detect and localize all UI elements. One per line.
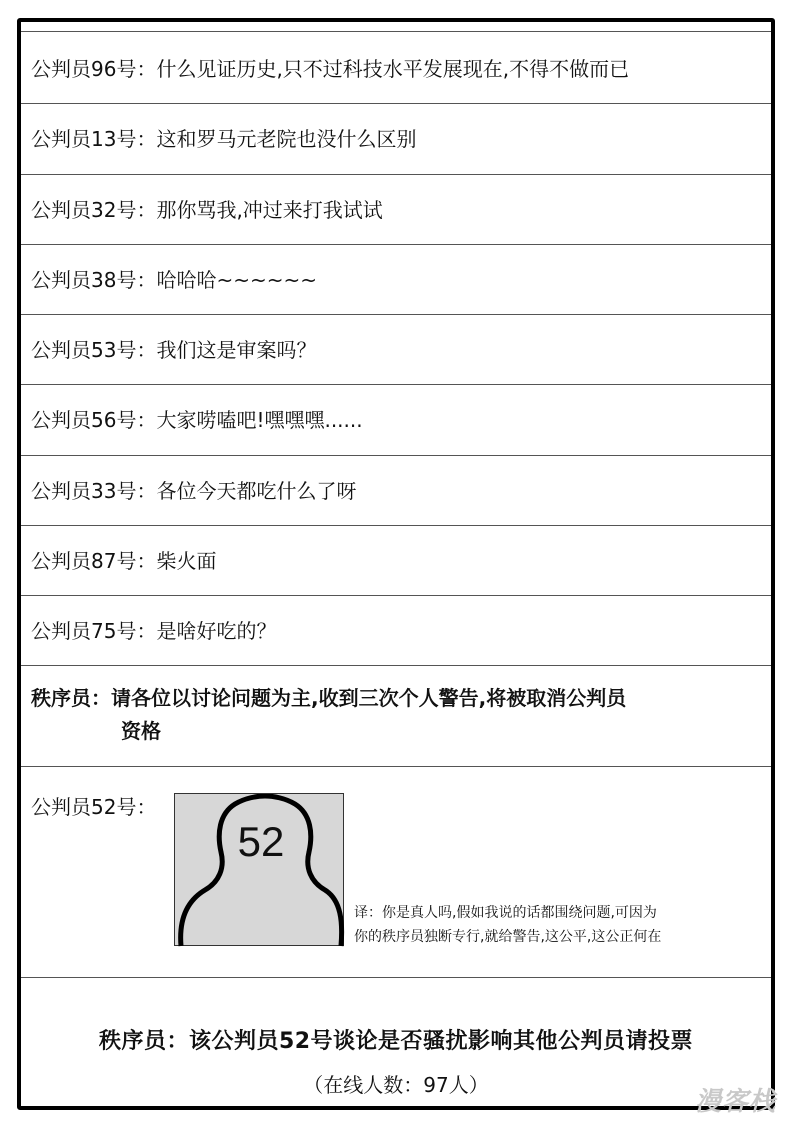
speaker-label: 公判员75号 [31,619,137,643]
chat-message [21,32,771,104]
chat-message [21,385,771,456]
speaker-label: 公判员87号 [31,549,137,573]
separator: ： [136,619,157,643]
speaker-label: 公判员33号 [31,479,137,503]
chat-panel-frame [17,18,775,1110]
juror52-avatar [174,793,344,946]
message-text: 大家唠嗑吧!嘿嘿嘿...... [156,408,363,432]
silhouette-icon [175,794,345,947]
chat-message [21,104,771,175]
message-text: 是啥好吃的？ [156,619,277,643]
speaker-label: 公判员96号 [31,57,137,81]
separator: ： [136,57,157,81]
moderator-warning-text-continued: 资格 [121,719,161,743]
moderator-speaker-label: 秩序员： [31,686,111,710]
separator: ： [136,127,157,151]
separator: ： [136,198,157,222]
vote-announcement [21,978,771,1106]
online-count: （在线人数：97人） [303,1073,489,1097]
chat-top-divider [21,22,771,32]
separator: ： [136,338,157,362]
translation-line: 译：你是真人吗,假如我说的话都围绕问题,可因为 [354,905,657,921]
chat-message [21,596,771,666]
watermark-logo: 漫客栈 [694,1087,776,1117]
message-text: 各位今天都吃什么了呀 [156,479,357,503]
message-text: 那你骂我,冲过来打我试试 [156,198,383,222]
translation-line: 你的秩序员独断专行,就给警告,这公平,这公正何在 [354,929,662,945]
message-text: 哈哈哈~~~~~~ [156,268,317,292]
avatar-number: 52 [237,818,285,865]
message-text: 这和罗马元老院也没什么区别 [156,127,417,151]
juror52-message [21,767,771,978]
speaker-label: 公判员38号 [31,268,137,292]
speaker-label: 公判员13号 [31,127,137,151]
separator: ： [136,408,157,432]
separator: ： [136,268,157,292]
speaker-label: 公判员56号 [31,408,137,432]
moderator-warning-message [21,666,771,767]
vote-announcement-text: 秩序员：该公判员52号谈论是否骚扰影响其他公判员请投票 [98,1029,694,1054]
juror52-speaker-label: 公判员52号： [31,795,157,819]
message-text: 什么见证历史,只不过科技水平发展现在,不得不做而已 [156,57,630,81]
message-text: 我们这是审案吗？ [156,338,317,362]
chat-message [21,456,771,526]
message-text: 柴火面 [156,549,217,573]
moderator-warning-text: 请各位以讨论问题为主,收到三次个人警告,将被取消公判员 [111,686,627,710]
speaker-label: 公判员53号 [31,338,137,362]
separator: ： [136,549,157,573]
translation-note [354,901,661,949]
separator: ： [136,479,157,503]
chat-message [21,245,771,315]
chat-message [21,175,771,245]
chat-message [21,315,771,385]
chat-message [21,526,771,596]
speaker-label: 公判员32号 [31,198,137,222]
